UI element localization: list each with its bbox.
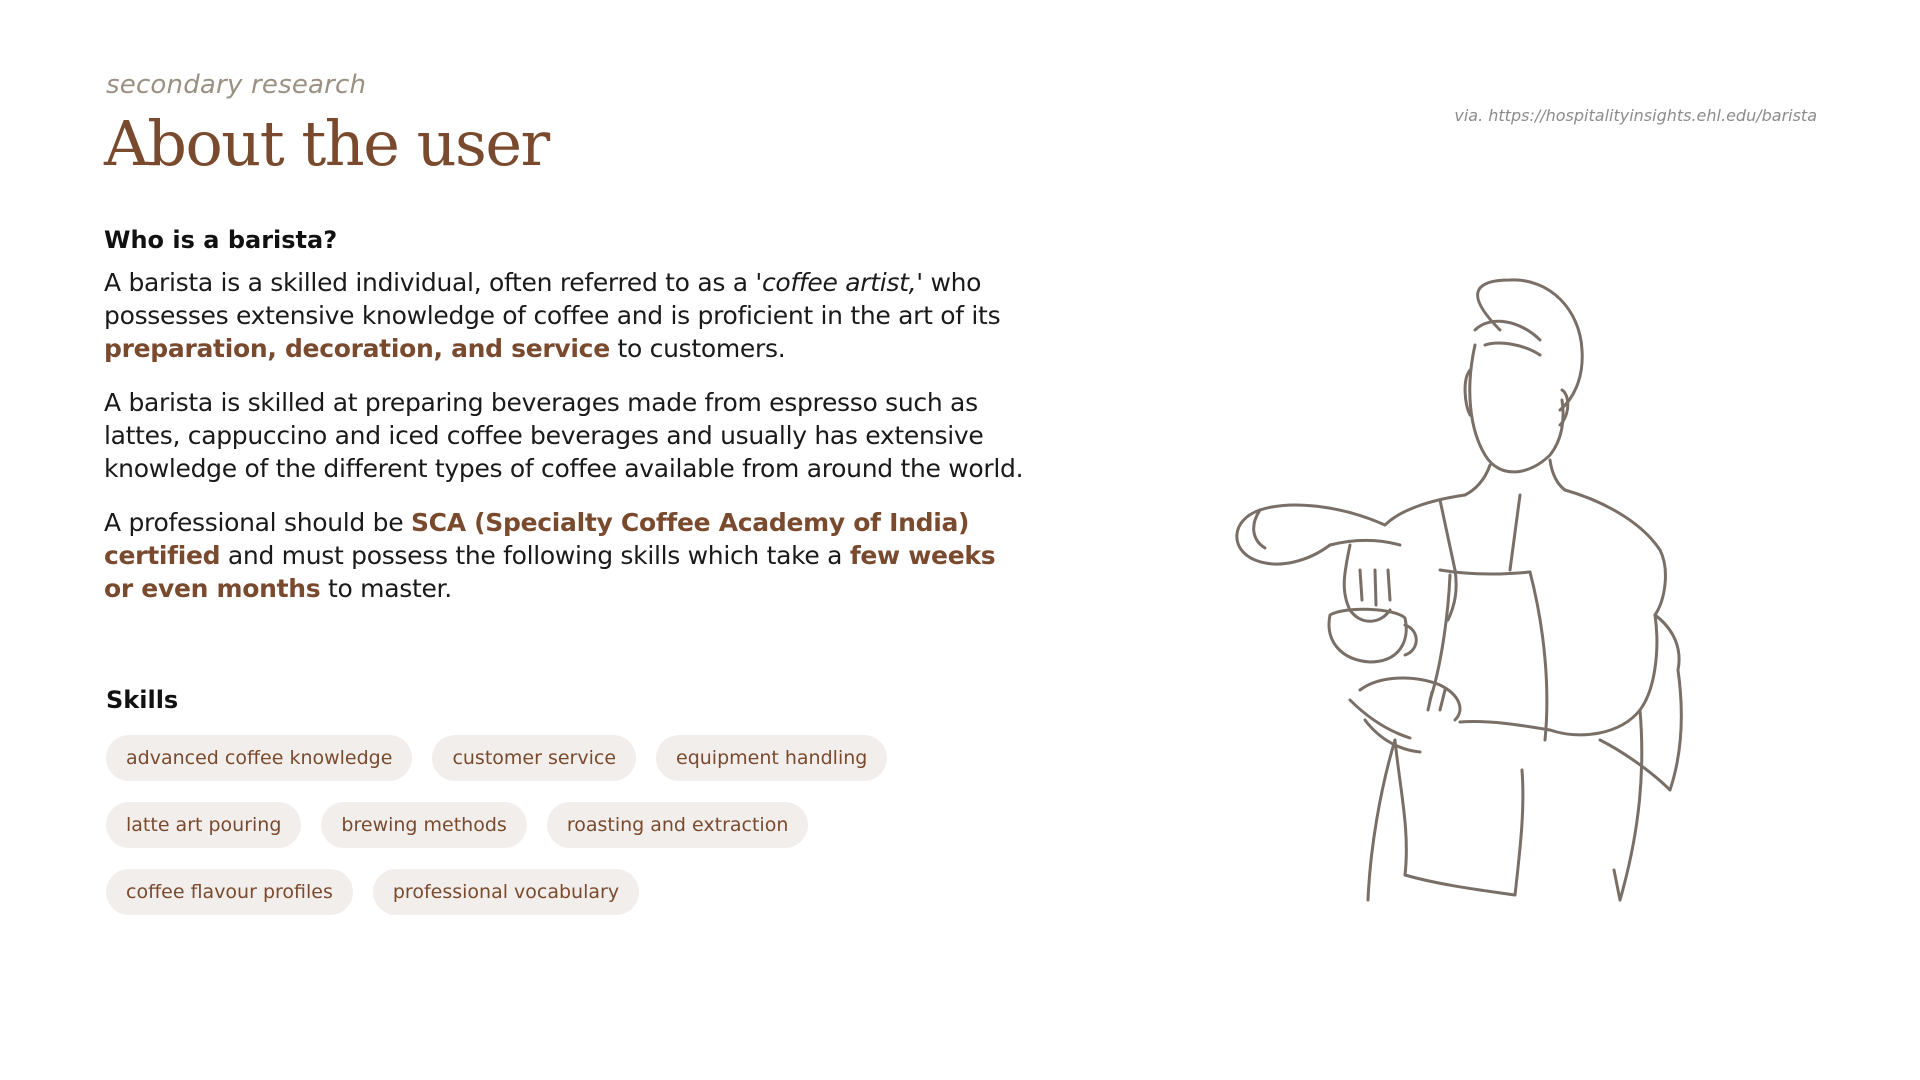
eyebrow-label: secondary research [106,70,367,100]
skill-chip: latte art pouring [106,802,301,848]
skill-chip: brewing methods [321,802,526,848]
chip-row [106,735,1006,781]
content-block [104,226,1024,626]
p1-text-c: who possesses extensive knowledge of coffee and is proficient in the art of its [104,268,1001,330]
page-title: About the user [104,107,549,180]
p1-text-a: A barista is a skilled individual, often referred to as a [104,268,756,297]
skills-chip-list [106,735,1006,936]
paragraph-certification [104,506,1024,605]
p1-coffee-artist: 'coffee artist,' [755,268,923,297]
skill-chip: customer service [432,735,636,781]
p3-certification-highlight: SCA (Specialty Coffee Academy of India) certified [104,508,970,570]
chip-row [106,802,1006,848]
barista-line-art-icon [1200,270,1740,910]
chip-row [106,869,1006,915]
skill-chip: professional vocabulary [373,869,639,915]
p1-highlight: preparation, decoration, and service [104,334,610,363]
skill-chip: advanced coffee knowledge [106,735,412,781]
p3-duration-highlight: few weeks or even months [104,541,996,603]
paragraph-skills-summary: A barista is skilled at preparing beverages made from espresso such as lattes, cappuccino and iced coffee beverages and usually has extensive knowledge of the different types of coffee available from around the world. [104,388,1024,483]
p1-text-e: to customers. [609,334,786,363]
source-citation: via. https://hospitalityinsights.ehl.edu/barista [1454,106,1817,125]
p3-text-e: to master. [320,574,452,603]
paragraph-definition [104,266,1024,365]
skill-chip: coffee flavour profiles [106,869,353,915]
skill-chip: roasting and extraction [547,802,809,848]
p3-text-a: A professional should be [104,508,411,537]
question-heading: Who is a barista? [104,226,338,254]
skill-chip: equipment handling [656,735,887,781]
p3-text-c: and must possess the following skills which take a [220,541,850,570]
skills-heading: Skills [106,686,179,714]
